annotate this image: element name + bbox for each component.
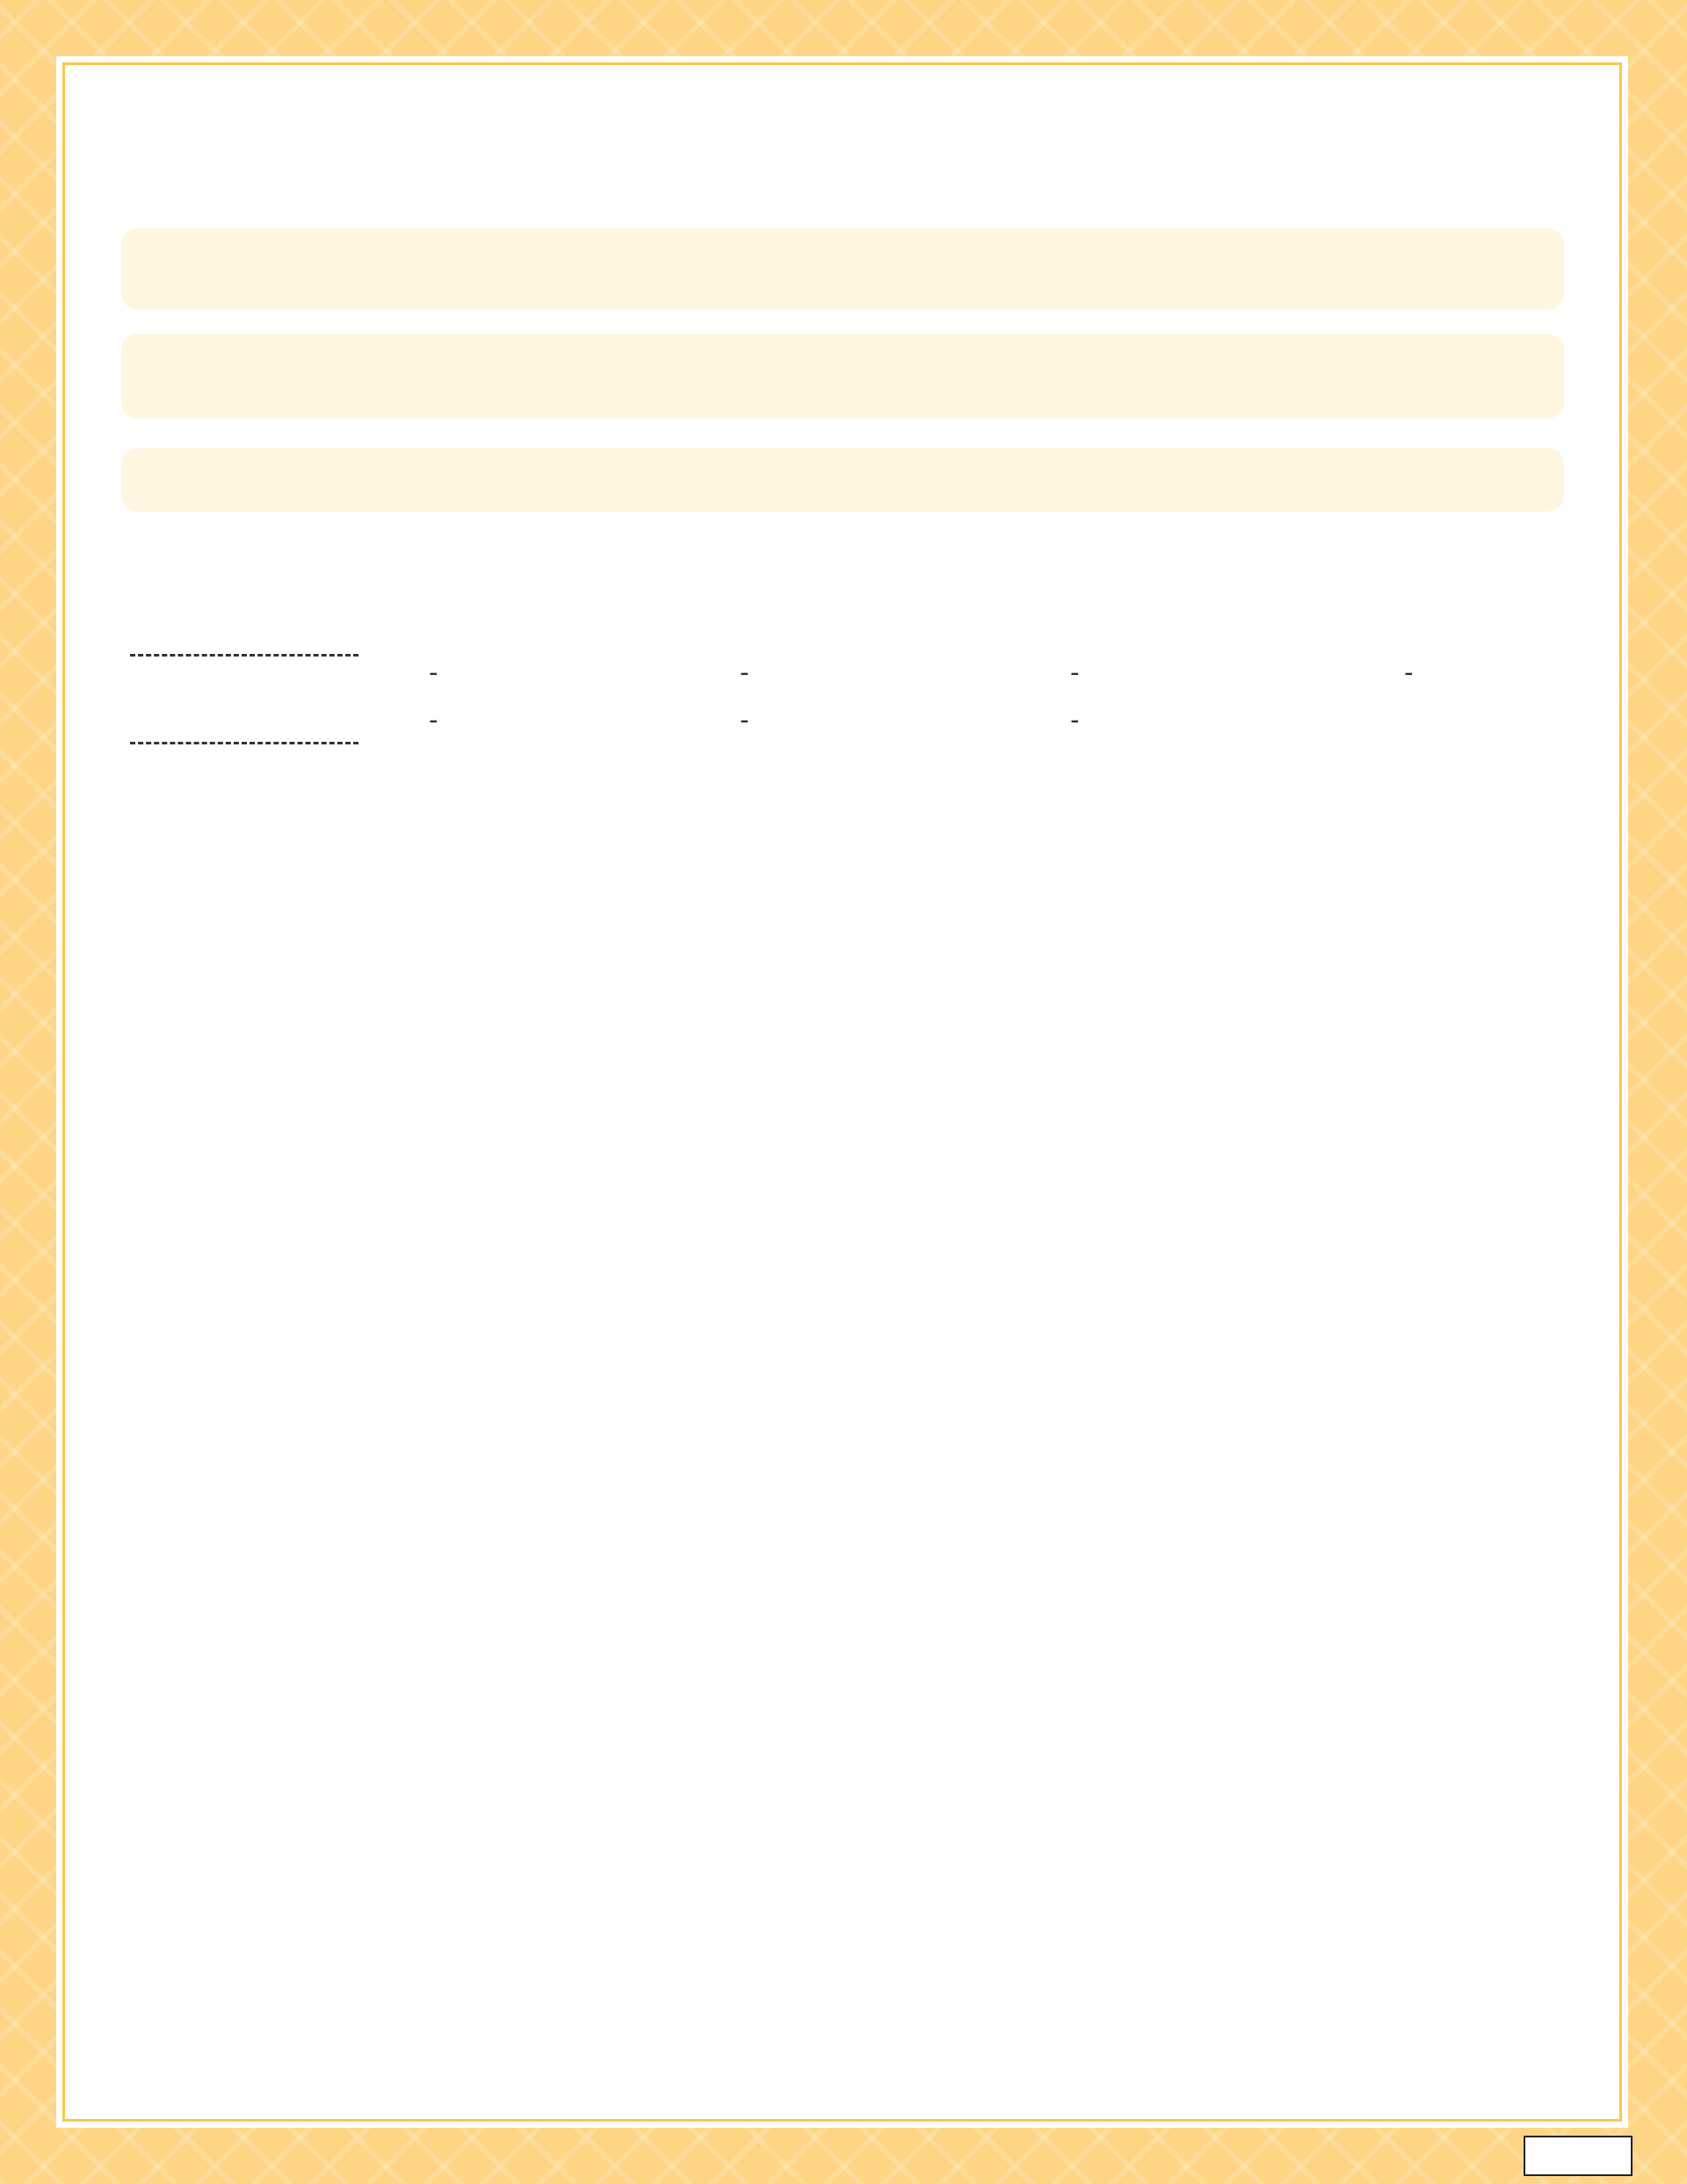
signature xyxy=(1524,2136,1633,2176)
legend-heading-box xyxy=(130,654,358,745)
legend-item-working-out: - xyxy=(1070,705,1081,735)
legend-item-social-media: - xyxy=(429,657,439,687)
time-grid xyxy=(121,860,1564,2122)
dashed-rule xyxy=(130,654,358,657)
legend-item-cleaning-house: - xyxy=(740,705,750,735)
chevron-divider-top xyxy=(121,573,1564,620)
legend-item-tv-time: - xyxy=(740,657,750,687)
legend-item-research: - xyxy=(429,705,439,735)
chevron-pattern xyxy=(121,772,1564,819)
dashed-rule xyxy=(130,742,358,744)
activity-time-grid xyxy=(121,860,1564,2122)
page-title xyxy=(121,158,1564,522)
planner-sheet xyxy=(56,56,1628,2128)
legend-item-other: - xyxy=(1404,657,1415,687)
chevron-pattern xyxy=(121,573,1564,620)
chevron-divider-bottom xyxy=(121,772,1564,819)
title-banner xyxy=(121,158,1564,522)
legend-item-kids-time: - xyxy=(1070,657,1081,687)
